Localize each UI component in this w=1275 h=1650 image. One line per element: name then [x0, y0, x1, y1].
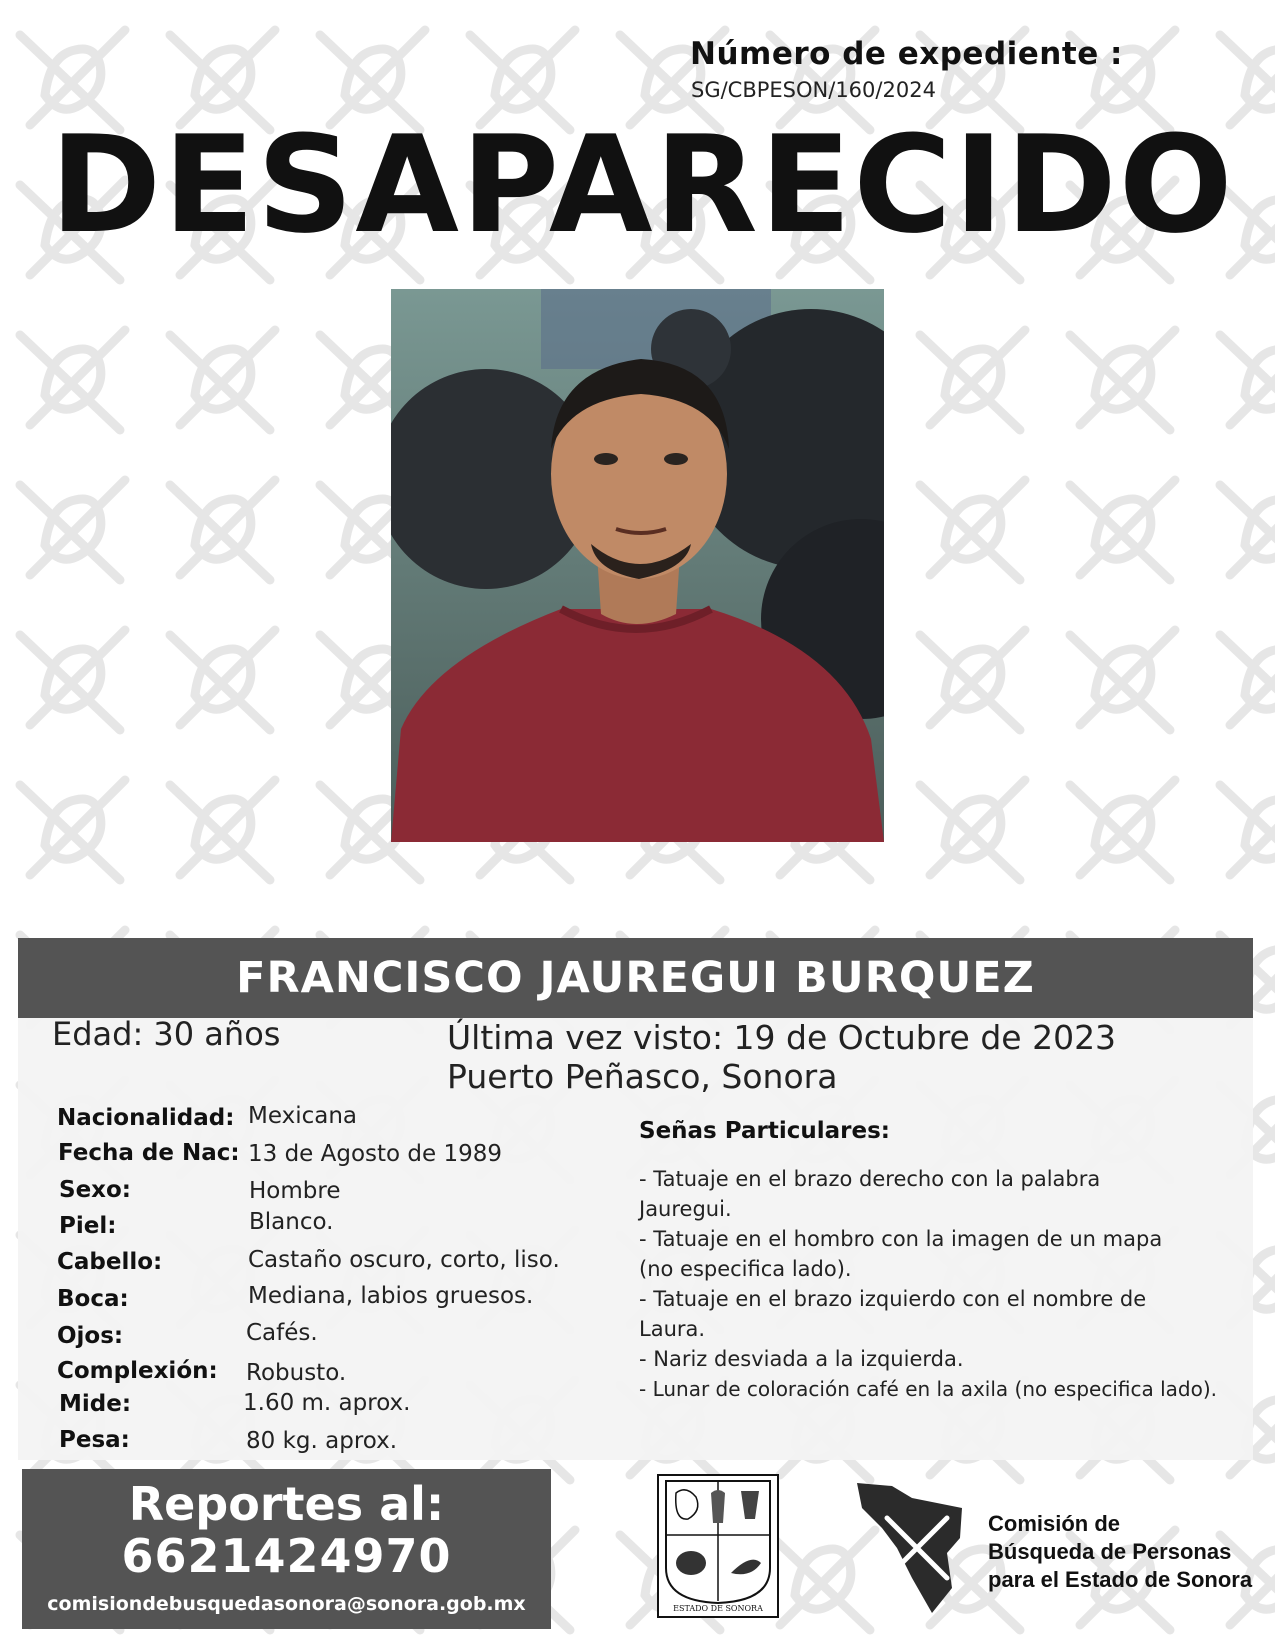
last-seen-place: Puerto Peñasco, Sonora	[447, 1057, 838, 1096]
case-number-label: Número de expediente :	[690, 36, 1123, 72]
list-item: - Tatuaje en el brazo derecho con la palabra	[639, 1167, 1101, 1191]
detail-value: 1.60 m. aprox.	[243, 1390, 411, 1416]
report-box	[22, 1469, 551, 1629]
detail-label: Cabello:	[57, 1249, 163, 1275]
detail-value: 13 de Agosto de 1989	[248, 1141, 503, 1167]
case-number-value: SG/CBPESON/160/2024	[691, 78, 936, 102]
list-item: - Lunar de coloración café en la axila (no especifica lado).	[639, 1377, 1217, 1401]
detail-label: Nacionalidad:	[57, 1105, 235, 1131]
report-email[interactable]: comisiondebusquedasonora@sonora.gob.mx	[47, 1593, 526, 1615]
detail-value: Castaño oscuro, corto, liso.	[248, 1247, 560, 1273]
commission-name-line: para el Estado de Sonora	[988, 1567, 1253, 1592]
list-item: Jauregui.	[639, 1197, 732, 1221]
seal-caption: ESTADO DE SONORA	[673, 1604, 763, 1613]
detail-value: 80 kg. aprox.	[246, 1428, 398, 1454]
detail-label: Piel:	[59, 1213, 117, 1239]
shield-icon	[656, 1473, 780, 1619]
person-name: FRANCISCO JAUREGUI BURQUEZ	[18, 938, 1253, 1018]
detail-label: Sexo:	[59, 1177, 131, 1203]
distinguishing-marks-title: Señas Particulares:	[639, 1118, 890, 1144]
detail-label: Boca:	[57, 1286, 129, 1312]
commission-name-line: Búsqueda de Personas	[988, 1539, 1232, 1564]
detail-label: Pesa:	[59, 1427, 130, 1453]
person-photo	[391, 289, 884, 842]
detail-value: Hombre	[249, 1178, 341, 1204]
sonora-map-icon	[852, 1478, 972, 1618]
list-item: - Tatuaje en el hombro con la imagen de un mapa	[639, 1227, 1163, 1251]
detail-label: Fecha de Nac:	[58, 1140, 240, 1166]
detail-label: Ojos:	[57, 1323, 124, 1349]
last-seen-date: Última vez visto: 19 de Octubre de 2023	[447, 1018, 1117, 1057]
person-photo-illustration	[391, 289, 884, 842]
age-line: Edad: 30 años	[52, 1015, 281, 1053]
list-item: (no especifica lado).	[639, 1257, 852, 1281]
report-phone[interactable]: 6621424970	[121, 1529, 452, 1583]
list-item: - Nariz desviada a la izquierda.	[639, 1347, 964, 1371]
detail-label: Complexión:	[57, 1358, 218, 1384]
poster-title: DESAPARECIDO	[50, 107, 1235, 263]
detail-value: Blanco.	[249, 1209, 334, 1235]
detail-value: Robusto.	[246, 1360, 347, 1386]
list-item: Laura.	[639, 1317, 706, 1341]
commission-logo	[852, 1478, 972, 1618]
commission-name-line: Comisión de	[988, 1511, 1121, 1536]
detail-value: Mediana, labios gruesos.	[248, 1283, 534, 1309]
state-seal-logo	[656, 1473, 780, 1619]
report-label: Reportes al:	[128, 1477, 445, 1531]
detail-value: Mexicana	[248, 1103, 358, 1129]
detail-label: Mide:	[59, 1391, 132, 1417]
list-item: - Tatuaje en el brazo izquierdo con el nombre de	[639, 1287, 1147, 1311]
distinguishing-marks-list	[639, 1164, 1239, 1404]
detail-value: Cafés.	[246, 1320, 318, 1346]
commission-name	[988, 1510, 1252, 1594]
